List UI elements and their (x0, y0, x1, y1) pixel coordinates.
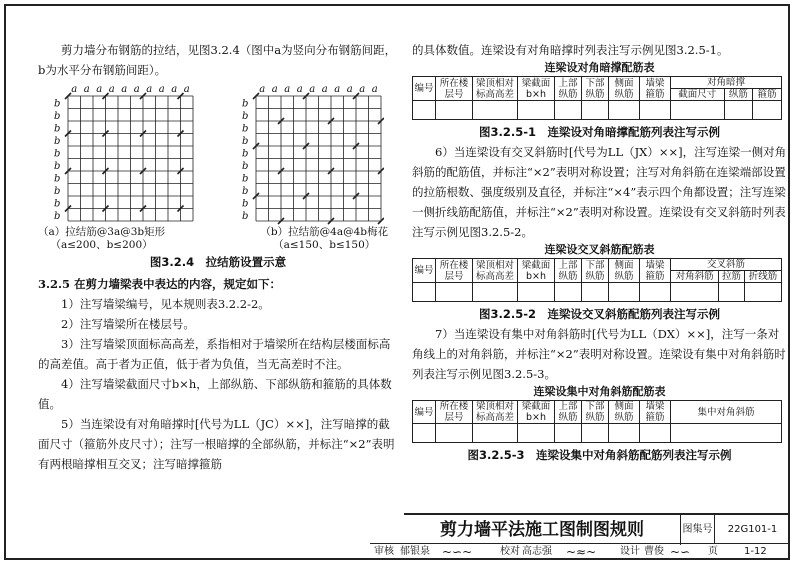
col-louceng: 所在楼层号 (436, 259, 473, 283)
col-shangbu: 上部纵筋 (555, 259, 582, 283)
grid-b-label: b (242, 160, 249, 172)
grid-b-label: b (242, 148, 249, 160)
grid-b-label: b (54, 123, 61, 135)
col-louceng: 所在楼层号 (436, 77, 473, 101)
col-bianhao: 编号 (413, 77, 436, 101)
item-3: 3）注写墙梁顶面标高高差，系指相对于墙梁所在结构层楼面标高的高差值。高于者为正值，低于者为负值，当无高差时不注。 (38, 337, 391, 371)
table-cross-bars (412, 258, 782, 302)
col-group-brace: 对角暗撑 (671, 77, 782, 89)
grid-b-label: b (242, 123, 249, 135)
grid-a-label: a (321, 84, 328, 95)
caption-b: （b）拉结筋@4a@4b梅花 （a≤150、b≤150） (260, 226, 388, 251)
continued-paragraph: 的具体数值。连梁设有对角暗撑时列表注写示例见图3.2.5-1。 (412, 43, 729, 57)
table-row (413, 101, 782, 120)
col-cemian: 侧面纵筋 (609, 77, 640, 101)
grid-a-label: a (183, 84, 190, 95)
table-diagonal-brace (412, 76, 782, 120)
atlas-number: 22G101-1 (714, 513, 790, 543)
col-biaogao: 梁顶相对标高高差 (473, 401, 518, 424)
grid-a-label: a (271, 84, 278, 95)
right-column (412, 40, 787, 465)
item-1: 1）注写墙梁编号，见本规则表3.2.2-2。 (61, 297, 270, 311)
atlas-label: 图集号 (680, 513, 714, 543)
grid-a-label: a (296, 84, 303, 95)
col-group-cross: 交叉斜筋 (671, 259, 782, 271)
grid-figure-a (46, 80, 196, 230)
check-label: 校对 (500, 546, 520, 557)
grid-a-label: a (83, 84, 90, 95)
page-label: 页 (708, 546, 718, 557)
col-brace-long: 纵筋 (724, 89, 753, 101)
grid-b-label: b (242, 210, 249, 222)
intro-paragraph: 剪力墙分布钢筋的拉结，见图3.2.4（图中a为竖向分布钢筋间距，b为水平分布钢筋间距）。 (38, 43, 397, 77)
reviewer-name: 郁银泉 (400, 546, 430, 557)
grid-b-label: b (54, 160, 61, 172)
grid-b-label: b (54, 173, 61, 185)
col-concentrated: 集中对角斜筋 (671, 401, 782, 424)
col-bianhao: 编号 (413, 259, 436, 283)
grid-a-label: a (108, 84, 115, 95)
grid-b-label: b (54, 185, 61, 197)
col-shangbu: 上部纵筋 (555, 401, 582, 424)
designer-name: 曹俊 (644, 546, 664, 557)
col-xiabu: 下部纵筋 (582, 259, 609, 283)
figure-3-2-4 (38, 80, 398, 230)
item-7: 7）当连梁设有集中对角斜筋时[代号为LL（DX）××]，注写一条对角线上的对角斜筋，并标注“×2”表明对称设置。连梁设有集中对角斜筋时列表注写示例见图3.2.5-3。 (412, 327, 786, 381)
checker-signature: ~≈~ (566, 545, 597, 559)
grid-b-label: b (54, 110, 61, 122)
col-bianhao: 编号 (413, 401, 436, 424)
table-1-caption: 图3.2.5-1 连梁设对角暗撑配筋列表注写示例 (478, 125, 720, 139)
col-gujin: 墙梁箍筋 (640, 401, 671, 424)
grid-b-label: b (242, 98, 249, 110)
col-gujin: 墙梁箍筋 (640, 259, 671, 283)
grid-b-label: b (242, 185, 249, 197)
caption-a: （a）拉结筋@3a@3b矩形 （a≤200、b≤200） (38, 226, 166, 251)
table-3-caption: 图3.2.5-3 连梁设集中对角斜筋配筋列表注写示例 (467, 448, 732, 462)
grid-a-label: a (309, 84, 316, 95)
grid-b-label: b (54, 98, 61, 110)
page-number: 1-12 (744, 546, 767, 557)
reviewer-signature: ~∽~ (442, 545, 473, 559)
figure-title: 图3.2.4 拉结筋设置示意 (149, 255, 287, 269)
grid-a-label: a (371, 84, 378, 95)
item-4: 4）注写墙梁截面尺寸b×h，上部纵筋、下部纵筋和箍筋的具体数值。 (38, 377, 392, 411)
grid-a-label: a (133, 84, 140, 95)
review-label: 审核 (374, 546, 394, 557)
col-diagonal: 对角斜筋 (671, 271, 719, 283)
grid-a-label: a (158, 84, 165, 95)
col-cemian: 侧面纵筋 (609, 259, 640, 283)
item-2: 2）注写墙梁所在楼层号。 (61, 317, 195, 331)
col-tie: 拉筋 (719, 271, 745, 283)
grid-b-label: b (54, 198, 61, 210)
grid-a-label: a (259, 84, 266, 95)
checker-name: 高志强 (522, 546, 552, 557)
table-3-title: 连梁设集中对角斜筋配筋表 (533, 385, 666, 398)
grid-b-label: b (54, 148, 61, 160)
table-1-title: 连梁设对角暗撑配筋表 (544, 61, 655, 74)
table-concentrated-diagonal (412, 400, 782, 443)
col-xiabu: 下部纵筋 (582, 401, 609, 424)
left-column (38, 40, 398, 474)
grid-a-label: a (284, 84, 291, 95)
grid-figure-b (234, 80, 384, 230)
col-jiemian: 梁截面b×h (518, 77, 555, 101)
grid-b-label: b (242, 135, 249, 147)
table-row (413, 424, 782, 443)
col-biaogao: 梁顶相对标高高差 (473, 77, 518, 101)
table-row (413, 283, 782, 302)
col-jiemian: 梁截面b×h (518, 401, 555, 424)
col-jiemian: 梁截面b×h (518, 259, 555, 283)
design-label: 设计 (620, 546, 640, 557)
item-6: 6）当连梁设有交叉斜筋时[代号为LL（JX）××]，注写连梁一侧对角斜筋的配筋值，并标注“×2”表明对称设置；注写对角斜筋在连梁端部设置的拉筋根数、强度级别及直径，并标注“×4”表示四个角都设置；注写连梁一侧折线筋配筋值，并标注“×2”表明对称设置。连梁设有交叉斜筋时列表注写示例见图3.2.5-2。 (412, 145, 787, 239)
drawing-title: 剪力墙平法施工图制图规则 (404, 513, 681, 545)
col-brace-stirrup: 箍筋 (753, 89, 782, 101)
signature-row (370, 543, 790, 561)
table-2-title: 连梁设交叉斜筋配筋表 (544, 243, 655, 256)
item-5: 5）当连梁设有对角暗撑时[代号为LL（JC）××]，注写暗撑的截面尺寸（箍筋外皮尺寸）；注写一根暗撑的全部纵筋，并标注“×2”表明有两根暗撑相互交叉；注写暗撑箍筋 (38, 417, 395, 471)
table-2-caption: 图3.2.5-2 连梁设交叉斜筋配筋列表注写示例 (478, 307, 720, 321)
col-brace-size: 截面尺寸 (671, 89, 725, 101)
grid-b-label: b (242, 198, 249, 210)
col-biaogao: 梁顶相对标高高差 (473, 259, 518, 283)
grid-a-label: a (346, 84, 353, 95)
grid-b-label: b (54, 210, 61, 222)
grid-a-label: a (171, 84, 178, 95)
grid-b-label: b (54, 135, 61, 147)
grid-b-label: b (242, 110, 249, 122)
grid-a-label: a (334, 84, 341, 95)
col-louceng: 所在楼层号 (436, 401, 473, 424)
col-bent: 折线筋 (744, 271, 781, 283)
grid-b-label: b (242, 173, 249, 185)
section-3-2-5: 3.2.5 在剪力墙梁表中表达的内容，规定如下： (38, 277, 282, 291)
grid-a-label: a (146, 84, 153, 95)
col-shangbu: 上部纵筋 (555, 77, 582, 101)
col-xiabu: 下部纵筋 (582, 77, 609, 101)
grid-a-label: a (96, 84, 103, 95)
grid-a-label: a (71, 84, 78, 95)
col-gujin: 墙梁箍筋 (640, 77, 671, 101)
col-cemian: 侧面纵筋 (609, 401, 640, 424)
grid-a-label: a (121, 84, 128, 95)
designer-signature: ~∽ (670, 545, 691, 559)
grid-a-label: a (359, 84, 366, 95)
